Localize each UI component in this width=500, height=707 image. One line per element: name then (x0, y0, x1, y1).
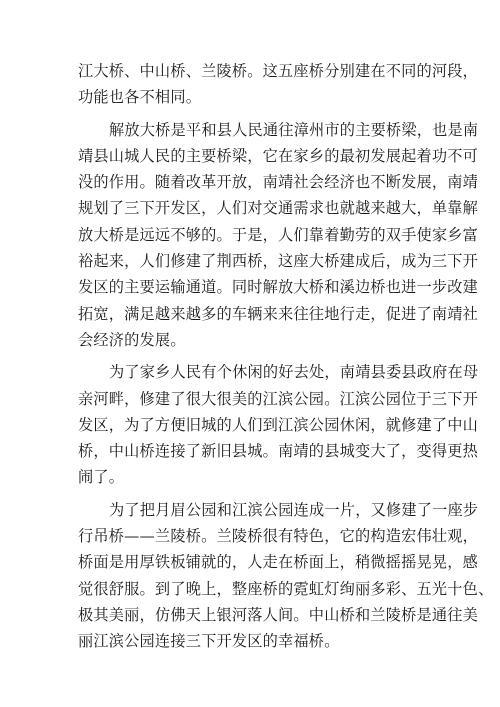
paragraph-3 (78, 359, 479, 490)
text-line: 闹了。 (78, 468, 125, 487)
text-line: 觉很舒服。到了晚上，整座桥的霓虹灯绚丽多彩、五光十色、 (78, 579, 494, 598)
text-line: 桥，中山桥连接了新旧县城。南靖的县城变大了，变得更热 (78, 442, 479, 461)
text-line: 靖县山城人民的主要桥梁，它在家乡的最初发展起着功不可 (78, 146, 479, 165)
text-line: 江大桥、中山桥、兰陵桥。这五座桥分别建在不同的河段， (78, 62, 479, 80)
text-line: 会经济的发展。 (78, 330, 186, 349)
text-line: 功能也各不相同。 (78, 88, 202, 107)
text-line: 为了把月眉公园和江滨公园连成一片，又修建了一座步 (109, 500, 479, 519)
text-line: 规划了三下开发区，人们对交通需求也就越来越大，单靠解 (78, 199, 479, 218)
text-line: 发区的主要运输通道。同时解放大桥和溪边桥也进一步改建 (78, 278, 479, 297)
text-line: 桥面是用厚铁板铺就的，人走在桥面上，稍微摇摇晃晃，感 (78, 553, 479, 572)
paragraph-1 (78, 58, 479, 111)
text-line: 放大桥是远远不够的。于是，人们靠着勤劳的双手使家乡富 (78, 225, 479, 244)
text-line: 裕起来，人们修建了荆西桥，这座大桥建成后，成为三下开 (78, 252, 479, 271)
paragraph-4 (78, 497, 494, 655)
text-line: 行吊桥——兰陵桥。兰陵桥很有特色，它的构造宏伟壮观， (78, 527, 479, 546)
text-line: 亲河畔，修建了很大很美的江滨公园。江滨公园位于三下开 (78, 389, 479, 408)
text-line: 发区，为了方便旧城的人们到江滨公园休闲，就修建了中山 (78, 415, 479, 434)
text-line: 没的作用。随着改革开放，南靖社会经济也不断发展，南靖 (78, 173, 479, 192)
text-line: 丽江滨公园连接三下开发区的幸福桥。 (78, 632, 340, 651)
text-line: 解放大桥是平和县人民通往漳州市的主要桥梁，也是南 (109, 120, 479, 139)
text-line: 为了家乡人民有个休闲的好去处，南靖县委县政府在母 (109, 363, 479, 382)
paragraph-2 (78, 117, 479, 354)
text-line: 拓宽，满足越来越多的车辆来来往往地行走，促进了南靖社 (78, 304, 479, 323)
text-line: 极其美丽，仿佛天上银河落人间。中山桥和兰陵桥是通往美 (78, 605, 479, 624)
